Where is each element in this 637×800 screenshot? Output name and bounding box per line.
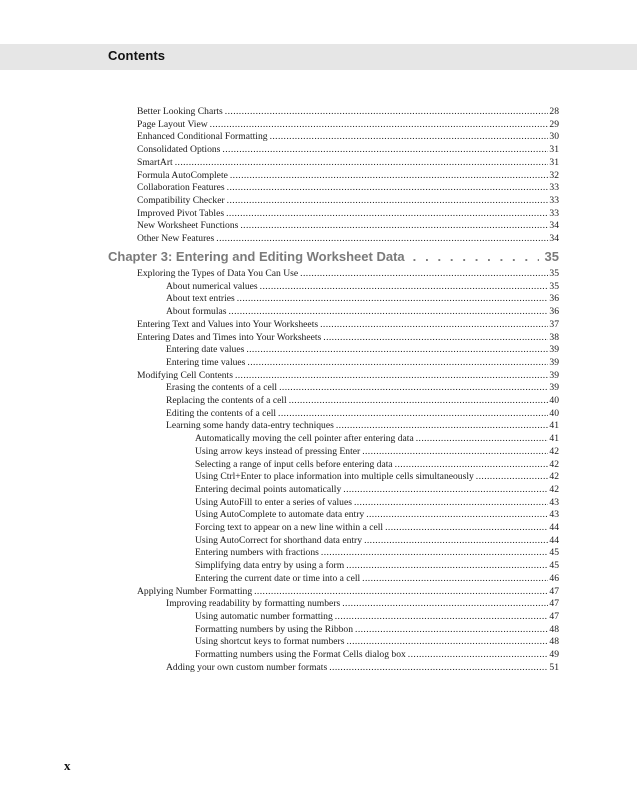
- toc-leader-dots: [354, 497, 548, 509]
- toc-leader-dots: [246, 344, 548, 356]
- toc-entry-title: Editing the contents of a cell: [166, 407, 277, 419]
- toc-entry-title: Adding your own custom number formats: [166, 661, 328, 673]
- toc-entry-title: Better Looking Charts: [137, 106, 223, 117]
- toc-entry-page: 32: [549, 169, 559, 181]
- toc-entry-title: Selecting a range of input cells before entering data: [195, 458, 393, 470]
- toc-entry-title: Consolidated Options: [137, 144, 221, 156]
- toc-entry-title: Using shortcut keys to format numbers: [195, 636, 345, 648]
- toc-entry[interactable]: [166, 662, 559, 674]
- toc-entry-title: Entering the current date or time into a cell: [195, 572, 361, 584]
- toc-leader-dots: [240, 220, 548, 232]
- toc-entry[interactable]: [137, 208, 559, 220]
- toc-leader-dots: [226, 208, 548, 220]
- toc-entry-title: Entering Dates and Times into Your Worksheets: [137, 331, 322, 343]
- toc-entry-title: Modifying Cell Contents: [137, 369, 233, 381]
- toc-entry-page: 43: [549, 496, 559, 508]
- toc-entry-title: Using arrow keys instead of pressing Enter: [195, 445, 361, 457]
- toc-leader-dots: [216, 233, 548, 245]
- toc-leader-dots: [227, 182, 549, 194]
- toc-entry[interactable]: [137, 131, 559, 143]
- toc-entry-title: Erasing the contents of a cell: [166, 382, 278, 394]
- toc-entry[interactable]: [195, 433, 559, 445]
- toc-entry-page: 41: [549, 433, 559, 445]
- toc-entry-page: 47: [549, 598, 559, 610]
- toc-entry-title: New Worksheet Functions: [137, 220, 239, 232]
- toc-entry[interactable]: [195, 535, 559, 547]
- toc-entry-title: Entering numbers with fractions: [195, 547, 319, 559]
- toc-entry-title: About numerical values: [166, 280, 258, 292]
- toc-entry-page: 48: [549, 623, 559, 635]
- toc-entry-page: 33: [549, 207, 559, 219]
- toc-entry[interactable]: [195, 573, 559, 585]
- toc-entry[interactable]: [166, 382, 559, 394]
- toc-leader-dots: [476, 471, 549, 483]
- toc-entry-title: Using AutoFill to enter a series of values: [195, 496, 352, 508]
- toc-leader-dots: [335, 611, 549, 623]
- toc-leader-dots: [225, 106, 549, 118]
- toc-entry-title: Page Layout View: [137, 118, 208, 130]
- toc-entry[interactable]: [137, 182, 559, 194]
- toc-leader-dots: [279, 382, 548, 394]
- toc-entry-title: Entering date values: [166, 344, 245, 356]
- toc-leader-dots: [395, 459, 549, 471]
- toc-entry-page: 48: [549, 636, 559, 648]
- toc-leader-dots: [362, 446, 548, 458]
- toc-entry-title: SmartArt: [137, 156, 173, 168]
- toc-entry-page: 44: [549, 534, 559, 546]
- toc-entry-title: Using AutoComplete to automate data entry: [195, 509, 365, 521]
- toc-entry[interactable]: [195, 459, 559, 471]
- toc-leader-dots: [235, 370, 548, 382]
- toc-entry-title: Using AutoCorrect for shorthand data entry: [195, 534, 363, 546]
- toc-leader-dots: [336, 420, 549, 432]
- toc-entry[interactable]: [195, 649, 559, 661]
- toc-leader-dots: [237, 293, 549, 305]
- toc-entry[interactable]: [137, 370, 559, 382]
- toc-entry-page: 47: [549, 585, 559, 597]
- toc-entry-page: 42: [549, 483, 559, 495]
- chapter-page-number: 35: [544, 249, 559, 264]
- toc-entry[interactable]: [137, 220, 559, 232]
- toc-entry-page: 49: [549, 649, 559, 660]
- toc-leader-dots: [289, 395, 549, 407]
- toc-entry-title: Exploring the Types of Data You Can Use: [137, 268, 299, 279]
- toc-entry-page: 30: [549, 131, 559, 143]
- toc-entry-title: Simplifying data entry by using a form: [195, 560, 345, 572]
- toc-entry-page: 31: [549, 144, 559, 156]
- toc-entry-title: Entering Text and Values into Your Worksheets: [137, 318, 319, 330]
- toc-leader-dots: [362, 573, 548, 585]
- toc-entry[interactable]: [166, 598, 559, 610]
- toc-entry-title: About text entries: [166, 293, 235, 305]
- toc-leader-dots: [323, 332, 548, 344]
- toc-leader-dots: [230, 170, 549, 182]
- toc-entry-page: 41: [549, 420, 559, 432]
- toc-entry-page: 46: [549, 572, 559, 584]
- toc-entry-page: 47: [549, 610, 559, 622]
- toc-entry-title: Automatically moving the cell pointer after entering data: [195, 433, 414, 445]
- toc-entry-title: About formulas: [166, 306, 227, 318]
- chapter-leader-dots: [413, 249, 539, 264]
- toc-entry[interactable]: [166, 306, 559, 318]
- toc-entry[interactable]: [137, 268, 559, 280]
- toc-entry[interactable]: [137, 157, 559, 169]
- toc-entry-title: Formula AutoComplete: [137, 169, 228, 181]
- toc-entry-title: Other New Features: [137, 233, 215, 244]
- toc-entry[interactable]: [137, 233, 559, 245]
- toc-entry[interactable]: [166, 357, 559, 369]
- toc-leader-dots: [346, 560, 548, 572]
- toc-entry[interactable]: [137, 119, 559, 131]
- toc-leader-dots: [210, 119, 549, 131]
- toc-leader-dots: [342, 598, 548, 610]
- toc-entry[interactable]: [195, 547, 559, 559]
- toc-entry-title: Improved Pivot Tables: [137, 207, 225, 219]
- toc-entry[interactable]: [137, 319, 559, 331]
- toc-leader-dots: [366, 509, 548, 521]
- toc-entry[interactable]: [137, 332, 559, 344]
- toc-entry[interactable]: [166, 281, 559, 293]
- toc-entry-page: 33: [549, 182, 559, 194]
- toc-entry-page: 36: [549, 306, 559, 318]
- toc-entry[interactable]: [166, 408, 559, 420]
- toc-entry-page: 31: [549, 156, 559, 168]
- toc-entry-page: 29: [549, 118, 559, 130]
- toc-entry-title: Formatting numbers using the Format Cells dialog box: [195, 649, 406, 660]
- chapter-title: Chapter 3: Entering and Editing Worksheet Data: [108, 249, 405, 264]
- toc-entry[interactable]: [195, 471, 559, 483]
- toc-entry-page: 42: [549, 445, 559, 457]
- toc-leader-dots: [254, 586, 548, 598]
- toc-entry-page: 34: [549, 233, 559, 244]
- toc-entry-title: Using automatic number formatting: [195, 610, 333, 622]
- toc-entry[interactable]: [137, 106, 559, 118]
- toc-leader-dots: [343, 484, 548, 496]
- toc-leader-dots: [260, 281, 549, 293]
- toc-entry[interactable]: [166, 420, 559, 432]
- toc-entry-page: 42: [549, 458, 559, 470]
- toc-leader-dots: [247, 357, 548, 369]
- toc-entry[interactable]: [166, 344, 559, 356]
- toc-entry-page: 33: [549, 194, 559, 206]
- toc-entry-page: 28: [549, 106, 559, 117]
- toc-entry[interactable]: [195, 509, 559, 521]
- toc-entry[interactable]: [137, 144, 559, 156]
- toc-entry-page: 45: [549, 547, 559, 559]
- toc-leader-dots: [408, 649, 549, 661]
- toc-entry-page: 39: [549, 382, 559, 394]
- toc-leader-dots: [229, 306, 549, 318]
- toc-entry-page: 38: [549, 331, 559, 343]
- toc-entry-title: Formatting numbers by using the Ribbon: [195, 623, 354, 635]
- folio-page-number: x: [64, 758, 71, 773]
- toc-entry[interactable]: [166, 293, 559, 305]
- toc-entry-title: Replacing the contents of a cell: [166, 395, 287, 406]
- toc-entry-title: Entering decimal points automatically: [195, 483, 342, 495]
- toc-entry-title: Forcing text to appear on a new line within a cell: [195, 522, 384, 533]
- chapter-heading[interactable]: [108, 249, 559, 267]
- toc-entry[interactable]: [195, 497, 559, 509]
- toc-leader-dots: [175, 157, 549, 169]
- toc-entry-page: 35: [549, 268, 559, 279]
- toc-entry-page: 36: [549, 293, 559, 305]
- toc-entry-title: Collaboration Features: [137, 182, 225, 194]
- toc-entry-title: Learning some handy data-entry techniques: [166, 420, 334, 432]
- toc-entry-title: Entering time values: [166, 356, 246, 368]
- toc-entry-page: 43: [549, 509, 559, 521]
- toc-entry[interactable]: [195, 624, 559, 636]
- toc-entry-page: 39: [549, 344, 559, 356]
- toc-leader-dots: [227, 195, 549, 207]
- toc-entry[interactable]: [195, 446, 559, 458]
- toc-entry-page: 39: [549, 369, 559, 381]
- toc-entry-title: Applying Number Formatting: [137, 585, 253, 597]
- toc-leader-dots: [364, 535, 548, 547]
- toc-entry-page: 35: [549, 280, 559, 292]
- toc-entry-page: 40: [549, 407, 559, 419]
- toc-leader-dots: [346, 636, 548, 648]
- toc-entry[interactable]: [195, 484, 559, 496]
- toc-leader-dots: [278, 408, 548, 420]
- toc-entry-page: 34: [549, 220, 559, 232]
- toc-leader-dots: [222, 144, 548, 156]
- toc-entry[interactable]: [166, 395, 559, 407]
- toc-leader-dots: [300, 268, 548, 280]
- toc-leader-dots: [416, 433, 549, 445]
- toc-entry-page: 42: [549, 471, 559, 483]
- toc-leader-dots: [321, 547, 549, 559]
- toc-entry[interactable]: [137, 170, 559, 182]
- toc-entry[interactable]: [195, 611, 559, 623]
- toc-leader-dots: [270, 131, 549, 143]
- toc-entry-page: 39: [549, 356, 559, 368]
- toc-entry[interactable]: [137, 586, 559, 598]
- toc-entry-page: 40: [549, 395, 559, 406]
- toc-leader-dots: [355, 624, 548, 636]
- toc-entry-page: 45: [549, 560, 559, 572]
- toc-entry-title: Using Ctrl+Enter to place information into multiple cells simultaneously: [195, 471, 474, 483]
- toc-entry[interactable]: [137, 195, 559, 207]
- toc-entry-page: 37: [549, 318, 559, 330]
- toc-leader-dots: [385, 522, 548, 534]
- toc-entry-page: 44: [549, 522, 559, 533]
- toc-entry[interactable]: [195, 636, 559, 648]
- toc-leader-dots: [320, 319, 548, 331]
- toc-entry-title: Enhanced Conditional Formatting: [137, 131, 268, 143]
- toc-entry-title: Improving readability by formatting numbers: [166, 598, 341, 610]
- toc-entry-page: 51: [549, 661, 559, 673]
- toc-entry[interactable]: [195, 522, 559, 534]
- page-title: Contents: [108, 48, 166, 63]
- toc-leader-dots: [329, 662, 548, 674]
- toc-entry-title: Compatibility Checker: [137, 194, 225, 206]
- toc-entry[interactable]: [195, 560, 559, 572]
